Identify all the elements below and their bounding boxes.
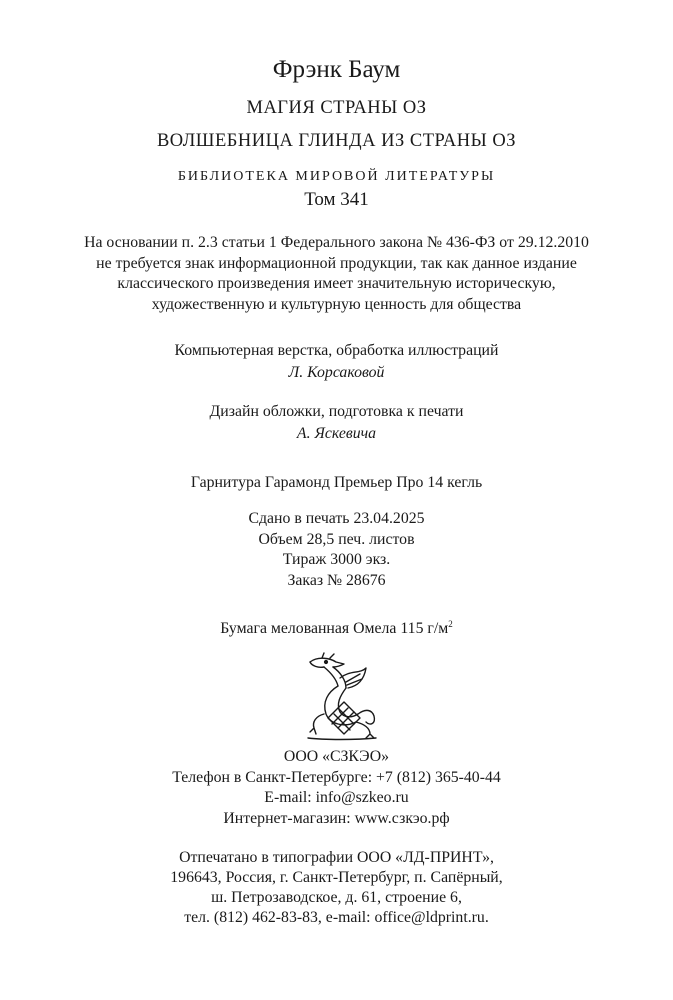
publisher-info [0,747,673,829]
print-info-line: Сдано в печать 23.04.2025 [248,510,425,527]
print-info [0,509,673,591]
paper-info [0,620,673,638]
book-title-2: ВОЛШЕБНИЦА ГЛИНДА ИЗ СТРАНЫ ОЗ [156,131,517,151]
credit-person: А. Яскевича [296,425,377,442]
printer-line: тел. (812) 462-83-83, e-mail: office@ldprint.ru. [184,909,489,926]
printer-line: 196643, Россия, г. Санкт-Петербург, п. Сапёрный, [170,869,503,886]
publisher-email: E-mail: info@szkeo.ru [264,789,409,806]
print-info-line: Заказ № 28676 [287,571,386,589]
print-info-line: Тираж 3000 экз. [282,551,391,568]
series-name: БИБЛИОТЕКА МИРОВОЙ ЛИТЕРАТУРЫ [177,169,496,184]
legal-line: не требуется знак информационной продукции, так как данное издание [96,254,577,272]
dragon-emblem-icon [300,652,380,742]
publisher-shop: Интернет-магазин: www.сзкэо.рф [223,809,450,827]
typeface-info: Гарнитура Гарамонд Премьер Про 14 кегль [190,474,483,491]
printer-line: Отпечатано в типографии ООО «ЛД-ПРИНТ», [179,849,494,866]
credit-role: Компьютерная верстка, обработка иллюстраций [174,342,499,359]
printer-info [0,848,673,928]
credit-layout [0,340,673,384]
legal-line: художественную и культурную ценность для общества [151,295,522,313]
credit-role: Дизайн обложки, подготовка к печати [209,403,464,420]
legal-line: классического произведения имеет значительную историческую, [117,275,556,292]
credit-person: Л. Корсаковой [288,364,385,381]
legal-line: На основании п. 2.3 статьи 1 Федерального закона № 436-ФЗ от 29.12.2010 [84,234,589,251]
author-name: Фрэнк Баум [272,56,401,83]
volume-number: Том 341 [304,189,369,210]
credit-cover [0,401,673,445]
printer-line: ш. Петрозаводское, д. 61, строение 6, [211,889,462,906]
paper-text: Бумага мелованная Омела 115 г/м [220,620,449,637]
legal-notice [0,233,673,315]
paper-superscript: 2 [448,619,453,629]
publisher-name: ООО «СЗКЭО» [283,748,390,765]
publisher-phone: Телефон в Санкт-Петербурге: +7 (812) 365-40-44 [172,768,501,786]
book-title-1: МАГИЯ СТРАНЫ ОЗ [246,98,427,118]
print-info-line: Объем 28,5 печ. листов [258,530,415,548]
